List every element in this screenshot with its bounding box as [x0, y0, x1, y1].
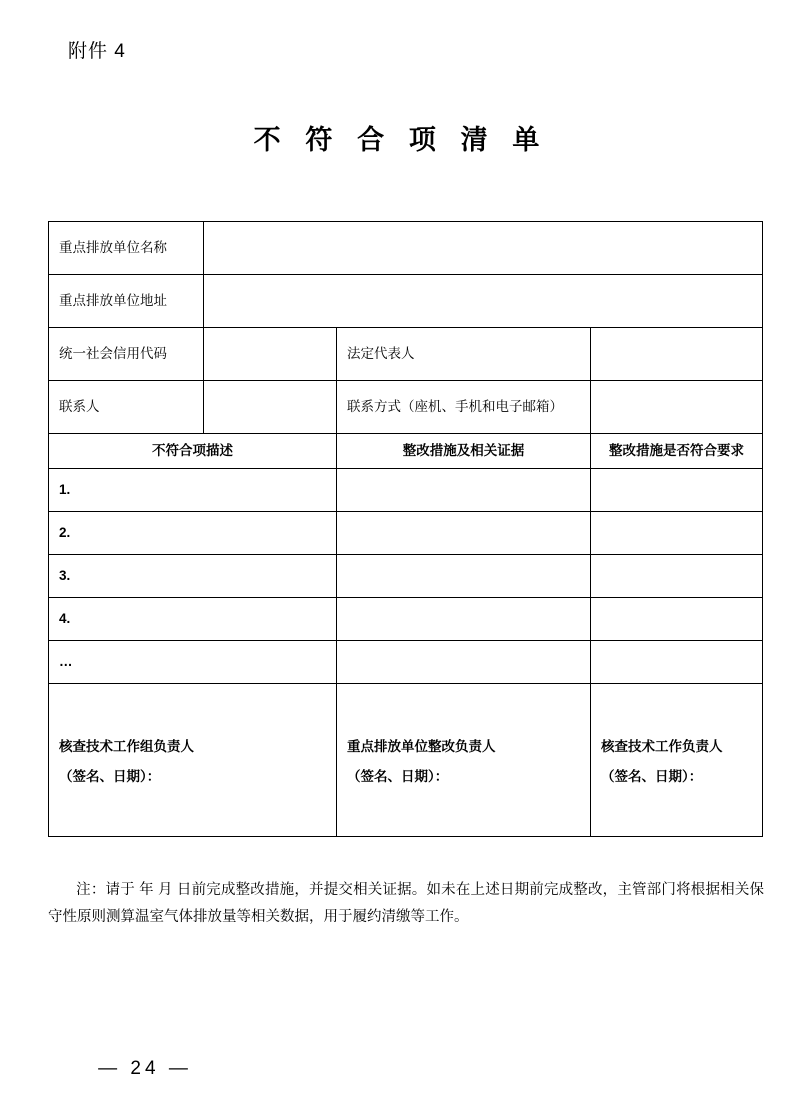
unit-address-value[interactable] [204, 275, 763, 328]
legal-rep-label: 法定代表人 [337, 328, 591, 381]
signature-verification-team-leader[interactable] [49, 684, 337, 837]
item-3-conformance[interactable] [591, 555, 763, 598]
signature-col2-sub: （签名、日期）： [347, 769, 449, 784]
signature-col1-title: 核查技术工作组负责人 [59, 738, 194, 754]
unit-name-value[interactable] [204, 222, 763, 275]
footnote-line-1: 注：请于 年 月 日前完成整改措施，并提交相关证据。如未在上述日期前完成整改，主管部 [76, 882, 662, 898]
table-row-unit-name [49, 222, 763, 275]
item-3-measures[interactable] [337, 555, 591, 598]
table-row-signatures [49, 684, 763, 837]
legal-rep-value[interactable] [591, 328, 763, 381]
column-header-description: 不符合项描述 [49, 434, 337, 469]
credit-code-label: 统一社会信用代码 [49, 328, 204, 381]
contact-person-value[interactable] [204, 381, 337, 434]
table-row-contact [49, 381, 763, 434]
table-header-row [49, 434, 763, 469]
item-2-conformance[interactable] [591, 512, 763, 555]
signature-unit-rectification-leader[interactable] [337, 684, 591, 837]
signature-col3-title: 核查技术工作负责人 [601, 738, 723, 754]
table-row-item-3 [49, 555, 763, 598]
item-4-conformance[interactable] [591, 598, 763, 641]
contact-info-value[interactable] [591, 381, 763, 434]
item-5-description[interactable]: … [49, 641, 337, 684]
item-1-measures[interactable] [337, 469, 591, 512]
table-row-item-2 [49, 512, 763, 555]
item-5-conformance[interactable] [591, 641, 763, 684]
table-row-unit-address [49, 275, 763, 328]
footnote [48, 877, 764, 931]
column-header-conformance: 整改措施是否符合要求 [591, 434, 763, 469]
unit-name-label: 重点排放单位名称 [49, 222, 204, 275]
contact-info-label: 联系方式（座机、手机和电子邮箱） [337, 381, 591, 434]
signature-col2-title: 重点排放单位整改负责人 [347, 738, 496, 754]
attachment-label: 附件 4 [68, 41, 126, 62]
item-1-description[interactable]: 1. [49, 469, 337, 512]
page-title: 不 符 合 项 清 单 [253, 125, 549, 155]
item-5-measures[interactable] [337, 641, 591, 684]
item-2-description[interactable]: 2. [49, 512, 337, 555]
unit-address-label: 重点排放单位地址 [49, 275, 204, 328]
item-1-conformance[interactable] [591, 469, 763, 512]
table-row-credit-code [49, 328, 763, 381]
nonconformity-form-table [48, 221, 763, 837]
signature-col3-sub: （签名、日期）： [601, 769, 703, 784]
item-4-measures[interactable] [337, 598, 591, 641]
credit-code-value[interactable] [204, 328, 337, 381]
table-row-item-1 [49, 469, 763, 512]
footnote-line-2: 门将根据相关保守性原则测算温室气体排放量等相关数据，用于履约清缴等工作。 [48, 882, 764, 925]
page-number: — 24 — [98, 1058, 192, 1079]
item-3-description[interactable]: 3. [49, 555, 337, 598]
item-4-description[interactable]: 4. [49, 598, 337, 641]
signature-verification-technical-leader[interactable] [591, 684, 763, 837]
item-2-measures[interactable] [337, 512, 591, 555]
signature-col1-sub: （签名、日期）： [59, 769, 161, 784]
table-row-item-5 [49, 641, 763, 684]
table-row-item-4 [49, 598, 763, 641]
column-header-measures: 整改措施及相关证据 [337, 434, 591, 469]
contact-person-label: 联系人 [49, 381, 204, 434]
